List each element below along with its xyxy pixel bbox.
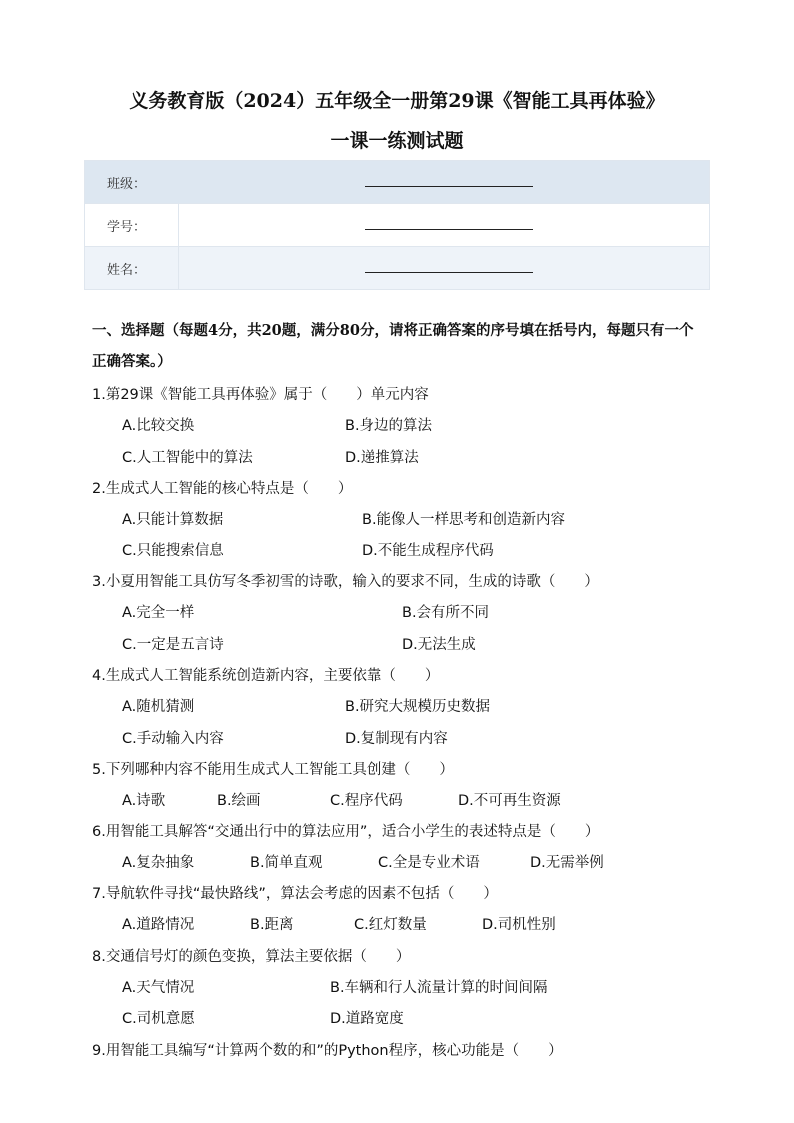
- question-2: 2.生成式人工智能的核心特点是（ ）: [92, 481, 353, 497]
- q2-option-d: D.不能生成程序代码: [362, 543, 494, 559]
- q3-option-a: A.完全一样: [122, 605, 195, 621]
- q7-option-b: B.距离: [250, 917, 294, 933]
- q7-option-a: A.道路情况: [122, 917, 195, 933]
- document-subtitle: 一课一练测试题: [330, 130, 464, 152]
- question-7: 7.导航软件寻找“最快路线”，算法会考虑的因素不包括（ ）: [92, 886, 498, 902]
- q5-option-d: D.不可再生资源: [458, 793, 561, 809]
- q1-option-a: A.比较交换: [122, 418, 195, 434]
- student-id-blank-line: [365, 217, 533, 230]
- q2-option-b: B.能像人一样思考和创造新内容: [362, 512, 566, 528]
- q8-option-b: B.车辆和行人流量计算的时间间隔: [330, 980, 548, 996]
- student-id-field[interactable]: [179, 204, 710, 247]
- q3-option-b: B.会有所不同: [402, 605, 490, 621]
- document-title: 义务教育版（2024）五年级全一册第29课《智能工具再体验》: [129, 90, 665, 112]
- q2-option-c: C.只能搜索信息: [122, 543, 224, 559]
- question-1: 1.第29课《智能工具再体验》属于（ ）单元内容: [92, 387, 429, 403]
- class-label: 班级：: [85, 161, 179, 204]
- q1-option-b: B.身边的算法: [345, 418, 433, 434]
- q5-option-b: B.绘画: [217, 793, 261, 809]
- class-blank-line: [365, 174, 533, 187]
- question-4: 4.生成式人工智能系统创造新内容，主要依靠（ ）: [92, 668, 440, 684]
- name-label: 姓名：: [85, 247, 179, 290]
- q4-option-d: D.复制现有内容: [345, 731, 448, 747]
- q8-option-d: D.道路宽度: [330, 1011, 404, 1027]
- q7-option-d: D.司机性别: [482, 917, 556, 933]
- question-9: 9.用智能工具编写“计算两个数的和”的Python程序，核心功能是（ ）: [92, 1043, 563, 1059]
- question-6: 6.用智能工具解答“交通出行中的算法应用”，适合小学生的表述特点是（ ）: [92, 824, 600, 840]
- question-5: 5.下列哪种内容不能用生成式人工智能工具创建（ ）: [92, 762, 454, 778]
- q4-option-b: B.研究大规模历史数据: [345, 699, 491, 715]
- q4-option-c: C.手动输入内容: [122, 731, 224, 747]
- q1-option-c: C.人工智能中的算法: [122, 450, 253, 466]
- name-blank-line: [365, 260, 533, 273]
- q8-option-a: A.天气情况: [122, 980, 195, 996]
- q3-option-c: C.一定是五言诗: [122, 637, 224, 653]
- section-heading: 一、选择题（每题4分，共20题，满分80分，请将正确答案的序号填在括号内，每题只有一个正确答案。）: [92, 322, 694, 370]
- q4-option-a: A.随机猜测: [122, 699, 195, 715]
- class-field[interactable]: [179, 161, 710, 204]
- q8-option-c: C.司机意愿: [122, 1011, 195, 1027]
- q6-option-d: D.无需举例: [530, 855, 604, 871]
- q2-option-a: A.只能计算数据: [122, 512, 224, 528]
- q5-option-c: C.程序代码: [330, 793, 403, 809]
- q6-option-c: C.全是专业术语: [378, 855, 480, 871]
- q5-option-a: A.诗歌: [122, 793, 166, 809]
- name-field[interactable]: [179, 247, 710, 290]
- info-row-name: [85, 247, 710, 290]
- question-3: 3.小夏用智能工具仿写冬季初雪的诗歌，输入的要求不同，生成的诗歌（ ）: [92, 574, 599, 590]
- q7-option-c: C.红灯数量: [354, 917, 427, 933]
- info-row-class: [85, 161, 710, 204]
- student-info-table: [84, 160, 710, 290]
- q6-option-a: A.复杂抽象: [122, 855, 195, 871]
- q6-option-b: B.简单直观: [250, 855, 323, 871]
- info-row-id: [85, 204, 710, 247]
- student-id-label: 学号：: [85, 204, 179, 247]
- question-8: 8.交通信号灯的颜色变换，算法主要依据（ ）: [92, 949, 411, 965]
- q1-option-d: D.递推算法: [345, 450, 419, 466]
- q3-option-d: D.无法生成: [402, 637, 476, 653]
